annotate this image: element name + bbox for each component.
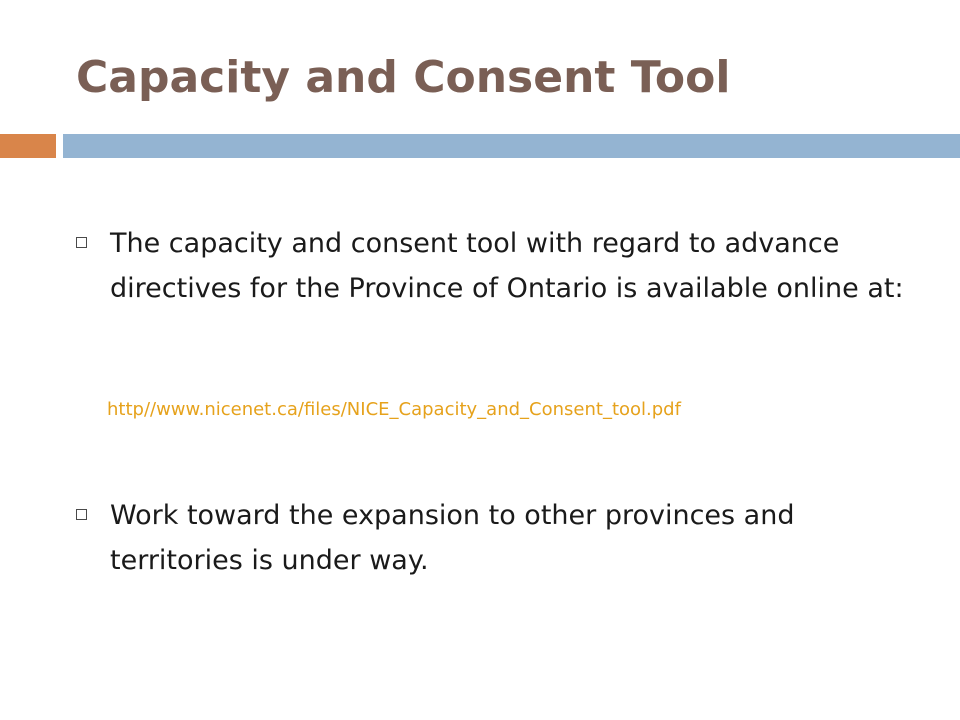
accent-bar-blue	[63, 134, 960, 158]
hollow-square-bullet-icon	[76, 509, 87, 520]
accent-bar-orange	[0, 134, 56, 158]
slide-title: Capacity and Consent Tool	[76, 52, 731, 103]
tool-link[interactable]: http//www.nicenet.ca/files/NICE_Capacity_and_Consent_tool.pdf	[107, 399, 681, 420]
bullet-text-2: Work toward the expansion to other provinces and territories is under way.	[110, 500, 795, 576]
bullet-text-1: The capacity and consent tool with regard to advance directives for the Province of Ontario is available online at:	[110, 228, 904, 304]
hollow-square-bullet-icon	[76, 237, 87, 248]
